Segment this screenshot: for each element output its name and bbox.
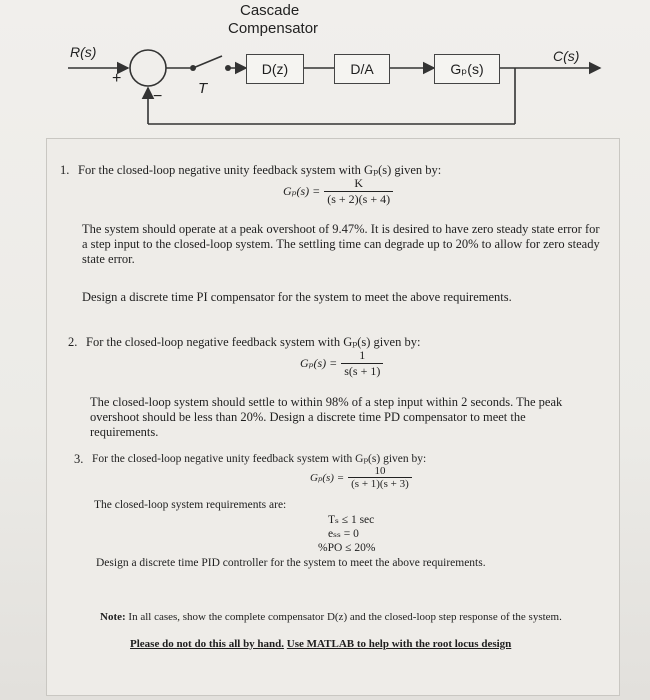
note-line2 xyxy=(130,637,590,652)
note-text: In all cases, show the complete compensator D(z) and the closed-loop step response of the system. xyxy=(128,611,562,623)
tf-lhs: Gₚ(s) = xyxy=(310,472,345,484)
summing-junction xyxy=(130,50,166,86)
problem-3-number: 3. xyxy=(74,452,84,466)
note-label: Note: xyxy=(100,611,126,623)
block-gp: Gₚ(s) xyxy=(434,54,500,84)
block-diagram xyxy=(0,0,650,135)
note-instruction-a: Please do not do this all by hand. xyxy=(130,638,285,650)
title-line1: Cascade xyxy=(240,2,300,19)
plus-sign: + xyxy=(112,70,122,87)
problem-3-para2: Design a discrete time PID controller for the system to meet the above requirements. xyxy=(96,557,486,569)
tf-numerator: K xyxy=(354,176,363,190)
sampler-switch xyxy=(193,56,222,68)
problem-3-req-label: The closed-loop system requirements are: xyxy=(94,499,287,511)
problem-1-transfer-function xyxy=(283,176,393,207)
tf-denominator: (s + 2)(s + 4) xyxy=(324,191,393,207)
problem-1-para2: Design a discrete time PI compensator for the system to meet the above requirements. xyxy=(82,290,512,304)
tf-denominator: (s + 1)(s + 3) xyxy=(348,477,412,490)
tf-denominator: s(s + 1) xyxy=(341,363,383,379)
problem-3-transfer-function xyxy=(310,465,412,490)
diagram-lines xyxy=(0,0,650,135)
problem-1-para1: The system should operate at a peak overshoot of 9.47%. It is desired to have zero steady state error for a step input to the closed-loop system. The settling time can degrade up to 20% to allow for zero steady state error. xyxy=(82,222,600,266)
problem-2-number: 2. xyxy=(68,335,78,349)
tf-lhs: Gₚ(s) = xyxy=(283,184,321,198)
problem-2-intro: For the closed-loop negative feedback system with Gₚ(s) given by: xyxy=(86,335,421,349)
note xyxy=(100,610,570,624)
block-dz: D(z) xyxy=(246,54,304,84)
requirement-settling-time: Tₛ ≤ 1 sec xyxy=(328,514,375,526)
requirement-overshoot: %PO ≤ 20% xyxy=(318,542,376,554)
tf-lhs: Gₚ(s) = xyxy=(300,356,338,370)
input-label: R(s) xyxy=(70,44,97,60)
problem-2-transfer-function xyxy=(300,348,383,379)
requirement-steady-state-error: eₛₛ = 0 xyxy=(328,528,359,540)
note-instruction-b: Use MATLAB to help with the root locus design xyxy=(286,638,512,650)
problem-1-number: 1. xyxy=(60,163,70,177)
tf-numerator: 10 xyxy=(374,465,386,477)
problem-2-para1: The closed-loop system should settle to within 98% of a step input within 2 seconds. The peak overshoot should be less than 20%. Design a discrete time PD compensator to meet the requirements. xyxy=(90,395,563,439)
switch-label: T xyxy=(198,80,208,97)
problem-3-intro: For the closed-loop negative unity feedback system with Gₚ(s) given by: xyxy=(92,453,427,465)
output-label: C(s) xyxy=(553,48,580,64)
title-line2: Compensator xyxy=(228,20,319,37)
problem-1-intro: For the closed-loop negative unity feedback system with Gₚ(s) given by: xyxy=(78,163,442,177)
minus-sign: − xyxy=(153,88,163,105)
block-da: D/A xyxy=(334,54,390,84)
tf-numerator: 1 xyxy=(359,348,366,362)
